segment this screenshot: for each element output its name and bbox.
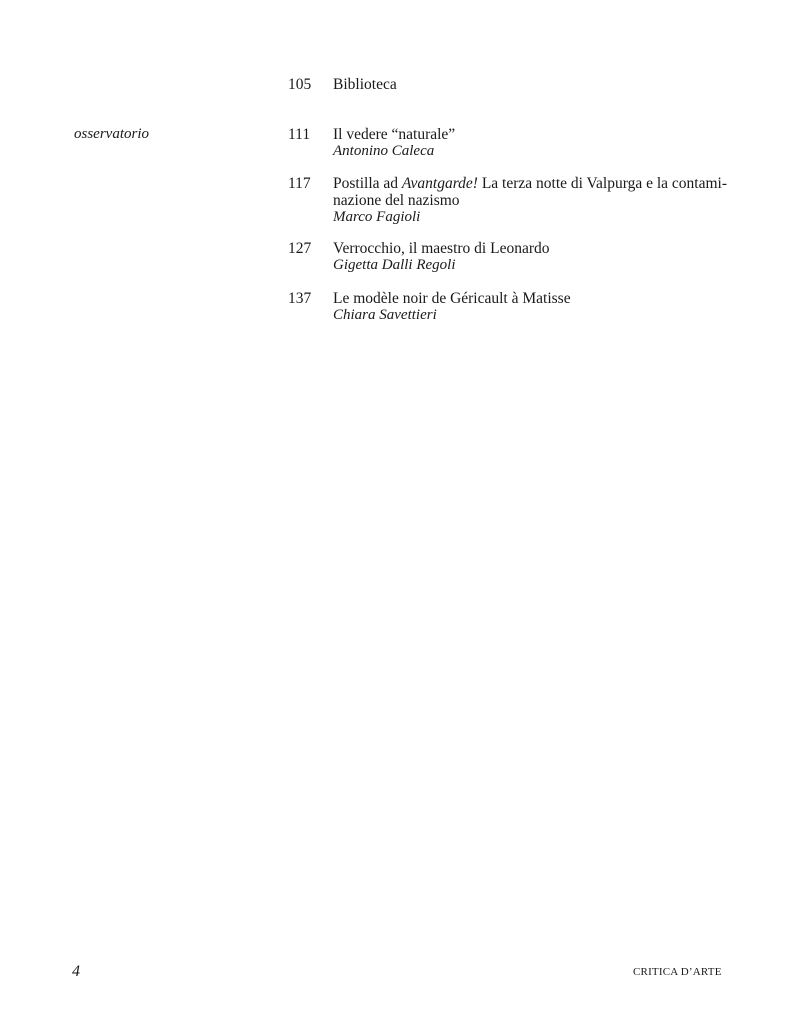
toc-entry-body (333, 76, 738, 93)
toc-entry-body (333, 290, 738, 324)
toc-entry (288, 175, 748, 226)
toc-entry-body (333, 126, 738, 160)
toc-page-number: 137 (288, 290, 312, 307)
toc-page-number: 127 (288, 240, 312, 257)
toc-author: Antonino Caleca (333, 143, 435, 159)
toc-entry-body (333, 175, 738, 226)
toc-title: Verrocchio, il maestro di Leonardo (333, 240, 550, 257)
toc-title-line2: nazione del nazismo (333, 192, 460, 209)
toc-title-line1-suffix: La terza notte di Valpurga e la contami- (477, 175, 727, 192)
toc-title: Biblioteca (333, 76, 397, 93)
toc-title-italic: Avantgarde! (401, 175, 478, 192)
toc-author: Chiara Savettieri (333, 307, 437, 323)
toc-entry (288, 240, 748, 274)
toc-page-number: 111 (288, 126, 311, 143)
toc-title (333, 175, 738, 192)
toc-page-number: 117 (288, 175, 311, 192)
toc-author: Gigetta Dalli Regoli (333, 257, 456, 273)
footer-journal-name: CRITICA D’ARTE (633, 966, 722, 978)
toc-author: Marco Fagioli (333, 209, 421, 225)
toc-entry (288, 126, 748, 160)
toc-title-prefix: Postilla ad (333, 175, 402, 192)
toc-entry-body (333, 240, 738, 274)
toc-entry (288, 290, 748, 324)
section-label: osservatorio (74, 126, 149, 142)
toc-title: Il vedere “naturale” (333, 126, 456, 143)
toc-title: Le modèle noir de Géricault à Matisse (333, 290, 571, 307)
footer-page-number: 4 (72, 963, 80, 980)
toc-page-number: 105 (288, 76, 312, 93)
toc-entry-biblioteca (288, 76, 748, 93)
